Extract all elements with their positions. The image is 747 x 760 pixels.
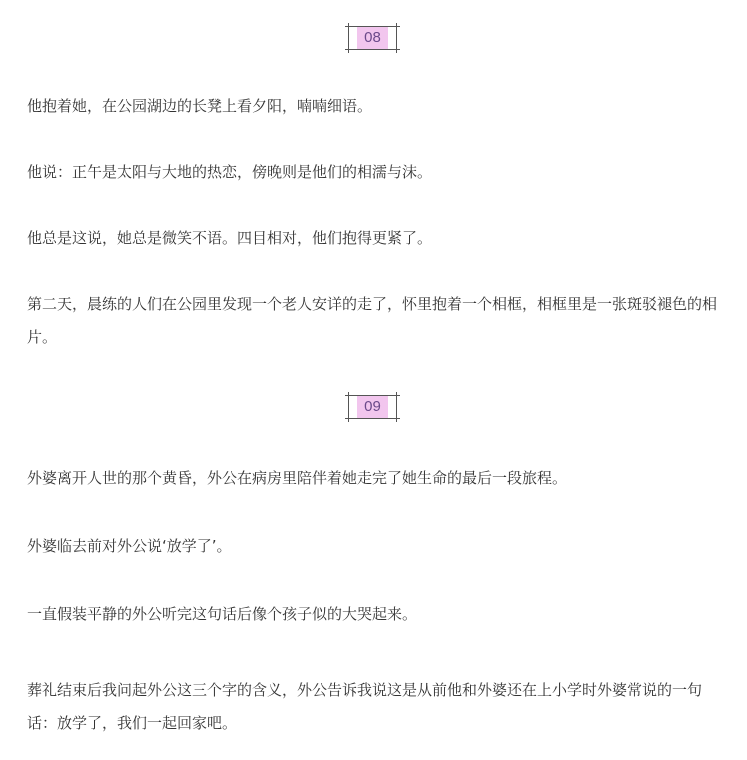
paragraph: 外婆离开人世的那个黄昏，外公在病房里陪伴着她走完了她生命的最后一段旅程。 (27, 469, 568, 487)
section-number-badge (345, 392, 400, 422)
paragraph: 他总是这说，她总是微笑不语。四目相对，他们抱得更紧了。 (27, 229, 433, 247)
section-number: 08 (364, 29, 381, 46)
paragraph: 外婆临去前对外公说‘放学了’。 (27, 537, 232, 555)
paragraph: 一直假装平静的外公听完这句话后像个孩子似的大哭起来。 (27, 605, 418, 623)
paragraph: 他说：正午是太阳与大地的热恋，傍晚则是他们的相濡与沫。 (27, 163, 433, 181)
paragraph: 葬礼结束后我问起外公这三个字的含义，外公告诉我说这是从前他和外婆还在上小学时外婆常说的一句话：放学了，我们一起回家吧。 (27, 681, 703, 732)
paragraph: 他抱着她，在公园湖边的长凳上看夕阳，喃喃细语。 (27, 97, 373, 115)
section-number: 09 (364, 398, 381, 415)
paragraph: 第二天，晨练的人们在公园里发现一个老人安详的走了，怀里抱着一个相框，相框里是一张斑驳褪色的相片。 (27, 295, 718, 346)
section-number-badge (345, 23, 400, 53)
